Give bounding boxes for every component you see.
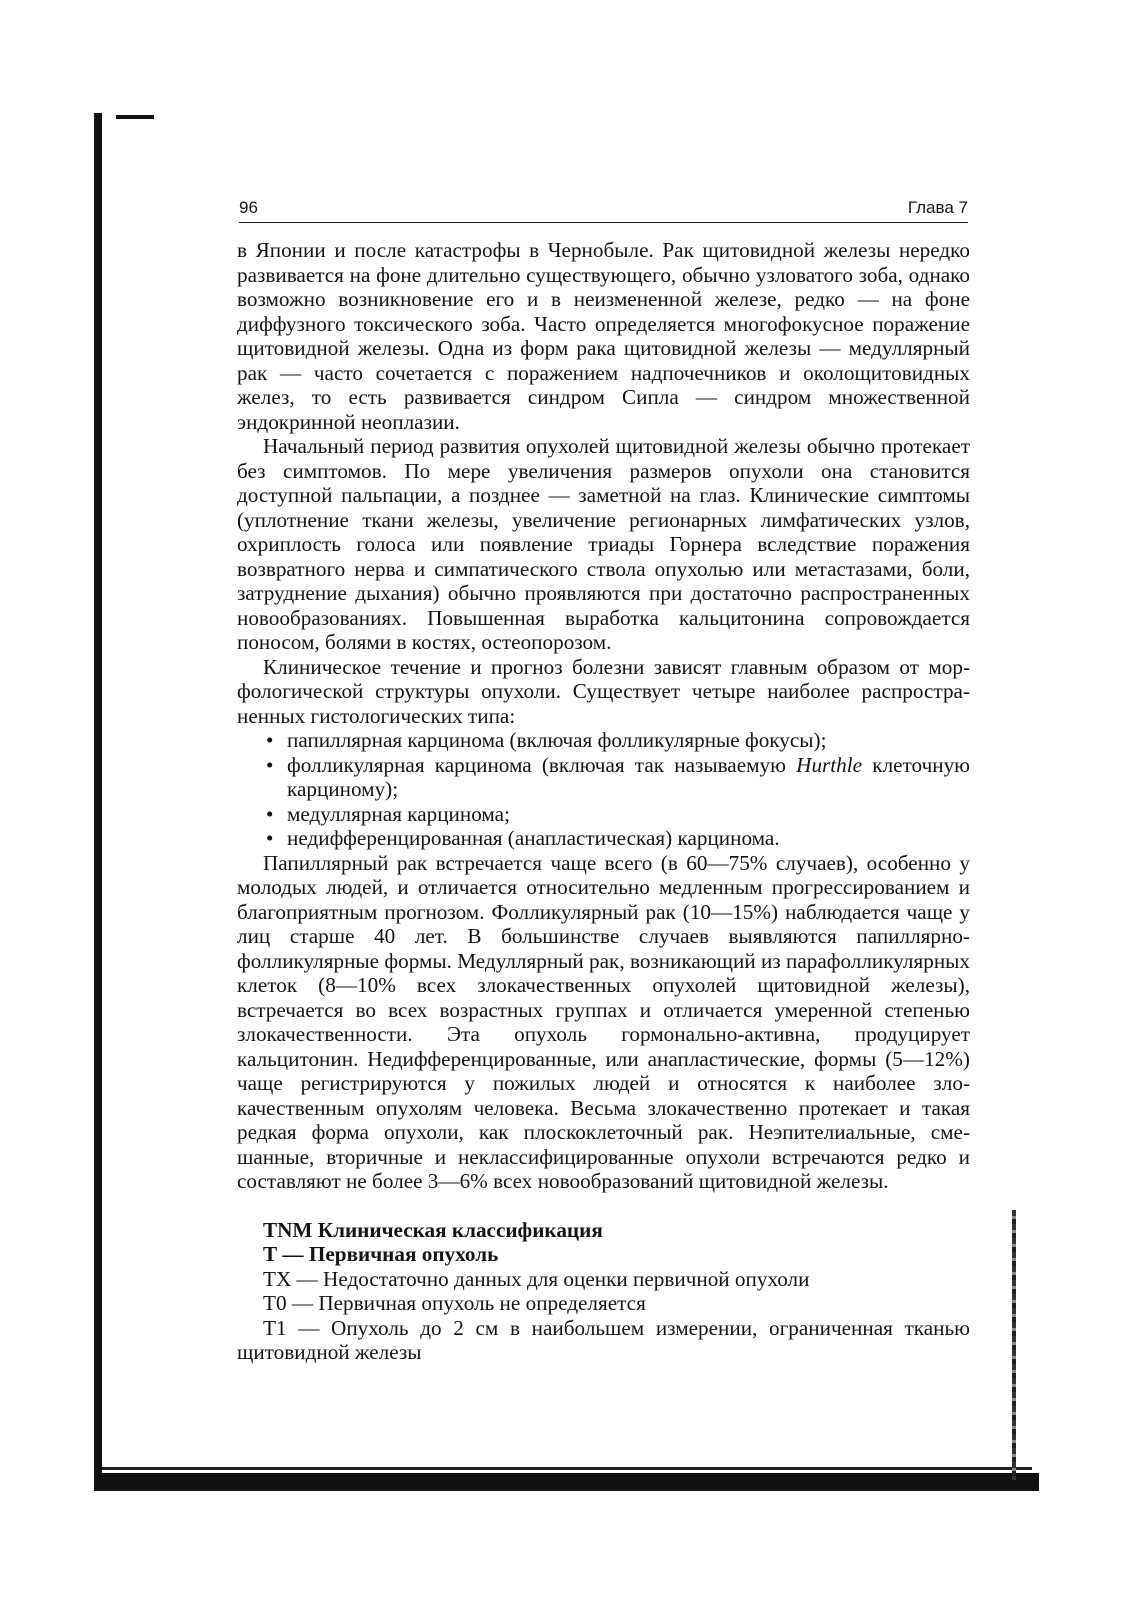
list-item: • папиллярная карцинома (включая фолликулярные фокусы);	[237, 728, 970, 753]
scan-artifact-mark	[116, 115, 154, 119]
italic-term: Hurthle	[796, 752, 863, 777]
tnm-entry-t0: Т0 — Первичная опухоль не определяется	[263, 1291, 646, 1315]
scan-edge-left	[94, 113, 102, 1483]
chapter-title: Глава 7	[907, 198, 968, 217]
section-subheading: Т — Первичная опухоль	[263, 1242, 499, 1266]
body-text	[237, 238, 970, 1365]
running-head	[239, 198, 968, 223]
scan-edge-bottom-thin	[102, 1467, 1032, 1470]
scan-edge-bottom	[94, 1473, 1039, 1491]
histology-types-list	[237, 728, 970, 851]
scan-edge-right	[1012, 1210, 1016, 1480]
section-heading: TNM Клиническая классификация	[263, 1217, 603, 1242]
paragraph: Клиническое течение и прогноз болезни зависят главным образом от морфологической структуры опухоли. Существует четыре наиболее распространенных гистологических типа:	[237, 654, 970, 728]
page-number: 96	[239, 198, 258, 217]
list-item: • недифференцированная (анапластическая) карцинома.	[237, 826, 970, 851]
paragraph: Папиллярный рак встречается чаще всего (в 60—75% случаев), особенно у молодых людей, и отличается относительно медленным прогрессированием и благоприятным прогнозом. Фолликулярный рак (10—15%) наблюдается чаще у лиц старше 40 лет. В большинстве случаев выявляются папиллярно-фолликулярные формы. Медуллярный рак, возникающий из парафолликулярных клеток (8—10% всех злокачественных опухолей щитовидной железы), встречается во всех возрастных группах и отличается умеренной степенью злокачественности. Эта опухоль гормонально-активна, продуцирует кальцитонин. Недифференцированные, или анапластические, формы (5—12%) чаще регистрируются у пожилых людей и относятся к наиболее злокачественным опухолям человека. Весьма злокачественно протекает и такая редкая форма опухоли, как плоскоклеточный рак. Неэпителиальные, смешанные, вторичные и неклассифицированные опухоли встречаются редко и составляют не более 3—6% всех новообразований щитовидной железы.	[237, 850, 970, 1193]
tnm-section	[237, 1218, 970, 1365]
paragraph: Начальный период развития опухолей щитовидной железы обычно протекает без симптомов. По мере увеличения размеров опухоли она становится доступной пальпации, а позднее — заметной на глаз. Клинические симптомы (уплотнение ткани железы, увеличение регионарных лимфатических узлов, охриплость голоса или появление триады Горнера вследствие поражения возвратного нерва и симпатического ствола опухолью или метастазами, боли, затруднение дыхания) обычно проявляются при достаточно распространенных новообразованиях. Повышенная выработка кальцитонина сопровождается поносом, болями в костях, остеопорозом.	[237, 434, 970, 654]
tnm-entry-tx: ТХ — Недостаточно данных для оценки первичной опухоли	[263, 1266, 810, 1291]
list-item: • фолликулярная карцинома (включая так называемую Hurthle клеточную карциному);	[237, 753, 970, 802]
paragraph: в Японии и после катастрофы в Чернобыле. Рак щитовидной железы нередко развивается на фоне длительно существующего, обычно узловатого зоба, однако возможно возникновение его и в неизмененной железе, редко — на фоне диффузного токсического зоба. Часто определяется многофокусное поражение щитовидной железы. Одна из форм рака щитовидной железы — медуллярный рак — часто сочетается с поражением надпочечников и околощитовидных желез, то есть развивается синдром Сипла — синдром множественной эндокринной неоплазии.	[237, 238, 970, 434]
list-item: • медуллярная карцинома;	[237, 802, 970, 827]
tnm-entry-t1: Т1 — Опухоль до 2 см в наибольшем измерении, ограниченная тканью щитовидной железы	[237, 1315, 970, 1364]
